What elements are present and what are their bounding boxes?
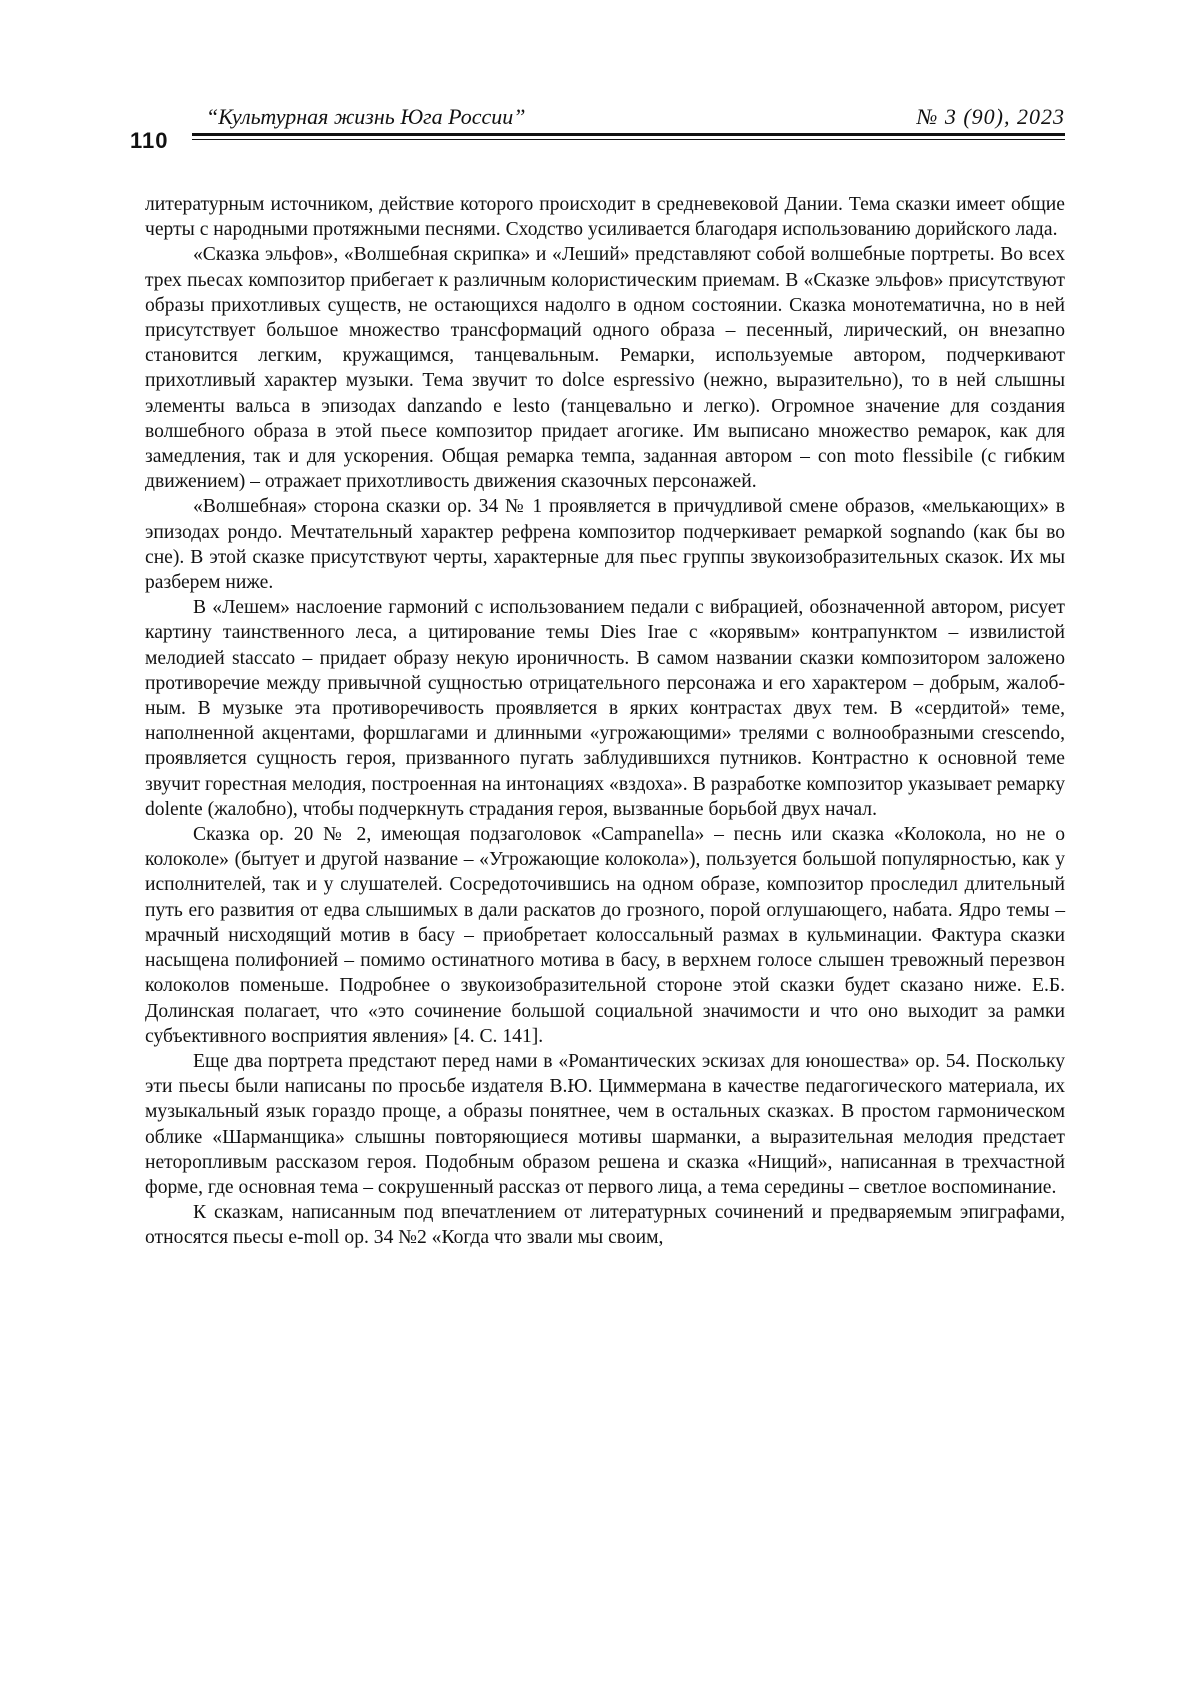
paragraph: «Сказка эльфов», «Волшебная скрипка» и «Леший» представляют собой волшеб­ные портреты. Во всех трех пьесах композитор прибегает к различным колористиче­ским приемам. В «Сказке эльфов» присутствуют образы прихотливых существ, не остающихся надолго в одном состоянии. Сказка монотематична, но в ней присутству­ет большое множество трансформаций одного образа – песенный, лирический, он вне­запно становится легким, кружащимся, танцевальным. Ремарки, используемые авто­ром, подчеркивают прихотливый характер музыки. Тема звучит то dolce espressivo (нежно, выразительно), то в ней слышны элементы вальса в эпизодах danzando e lesto (танцевально и легко). Огромное значение для создания волшебного образа в этой пьесе композитор придает агогике. Им выписано множество ремарок, как для замед­ления, так и для ускорения. Общая ремарка темпа, заданная автором – con moto flessibile (с гибким движением) – отражает прихотливость движения сказочных персонажей. xyxy=(145,242,1065,494)
paragraph: Еще два портрета предстают перед нами в «Романтических эскизах для юноше­ства» ор. 54. Поскольку эти пьесы были написаны по просьбе издателя В.Ю. Циммер­мана в качестве педагогического материала, их музыкальный язык гораздо проще, а образы понятнее, чем в остальных сказках. В простом гармоническом облике «Шар­манщика» слышны повторяющиеся мотивы шарманки, а выразительная мелодия пред­стает неторопливым рассказом героя. Подобным образом решена и сказка «Нищий», написанная в трехчастной форме, где основная тема – сокрушенный рассказ от пер­вого лица, а тема середины – светлое воспоминание. xyxy=(145,1049,1065,1200)
header-rule-thin xyxy=(192,139,1065,140)
paragraph: Сказка ор. 20 № 2, имеющая подзаголовок «Campanella» – песнь или сказка «Колокола, но не о колоколе» (бытует и другой название – «Угрожающие колокола»), пользуется большой популярностью, как у исполнителей, так и у слушателей. Сосре­доточившись на одном образе, композитор проследил длительный путь его развития от едва слышимых в дали раскатов до грозного, порой оглушающего, набата. Ядро темы – мрачный нисходящий мотив в басу – приобретает колоссальный размах в кульминации. Фактура сказки насыщена полифонией – помимо остинатного мотива в басу, в верхнем голосе слышен тревожный перезвон колоколов поменьше. Подробнее о звукоизобрази­тельной стороне этой сказки будет сказано ниже. Е.Б. Долинская полагает, что «это сочинение большой социальной значимости и что оно выходит за рамки субъективного восприятия явления» [4. С. 141]. xyxy=(145,822,1065,1049)
paragraph: В «Лешем» наслоение гармоний с использованием педали с вибрацией, обозначен­ной автором, рисует картину таинственного леса, а цитирование темы Dies Irae с «корявым» контрапунктом – извилистой мелодией staccato – придает образу некую ироничность. В самом названии сказки композитором заложено противоречие между привычной сущностью отрицательного персонажа и его характером – добрым, жалоб­ным. В музыке эта противоречивость проявляется в ярких контрастах двух тем. В «сердитой» теме, наполненной акцентами, форшлагами и длинными «угрожающими» трелями с волнообразными crescendo, проявляется сущность героя, призванного пугать заблудившихся путников. Контрастно к основной теме звучит горестная мелодия, по­строенная на интонациях «вздоха». В разработке композитор указывает ремарку dolente (жалобно), чтобы подчеркнуть страдания героя, вызванные борьбой двух начал. xyxy=(145,595,1065,822)
journal-title: “Культурная жизнь Юга России” xyxy=(206,104,526,130)
issue-info: № 3 (90), 2023 xyxy=(917,104,1065,130)
article-body xyxy=(145,192,1065,1251)
paragraph: литературным источником, действие которого происходит в средневековой Дании. Тема сказки имеет общие черты с народными протяжными песнями. Сходство усиливается благодаря использованию дорийского лада. xyxy=(145,192,1065,242)
paragraph: К сказкам, написанным под впечатлением от литературных сочинений и предва­ряемым эпиграфами, относятся пьесы e-moll ор. 34 №2 «Когда что звали мы своим, xyxy=(145,1200,1065,1250)
running-header xyxy=(130,98,1065,148)
header-rule-thick xyxy=(192,133,1065,136)
page-number: 110 xyxy=(130,128,169,154)
paragraph: «Волшебная» сторона сказки ор. 34 № 1 проявляется в причудливой смене обра­зов, «мелькающих» в эпизодах рондо. Мечтательный характер рефрена композитор подчеркивает ремаркой sognando (как бы во сне). В этой сказке присутствуют черты, характерные для пьес группы звукоизобразительных сказок. Их мы разберем ниже. xyxy=(145,494,1065,595)
